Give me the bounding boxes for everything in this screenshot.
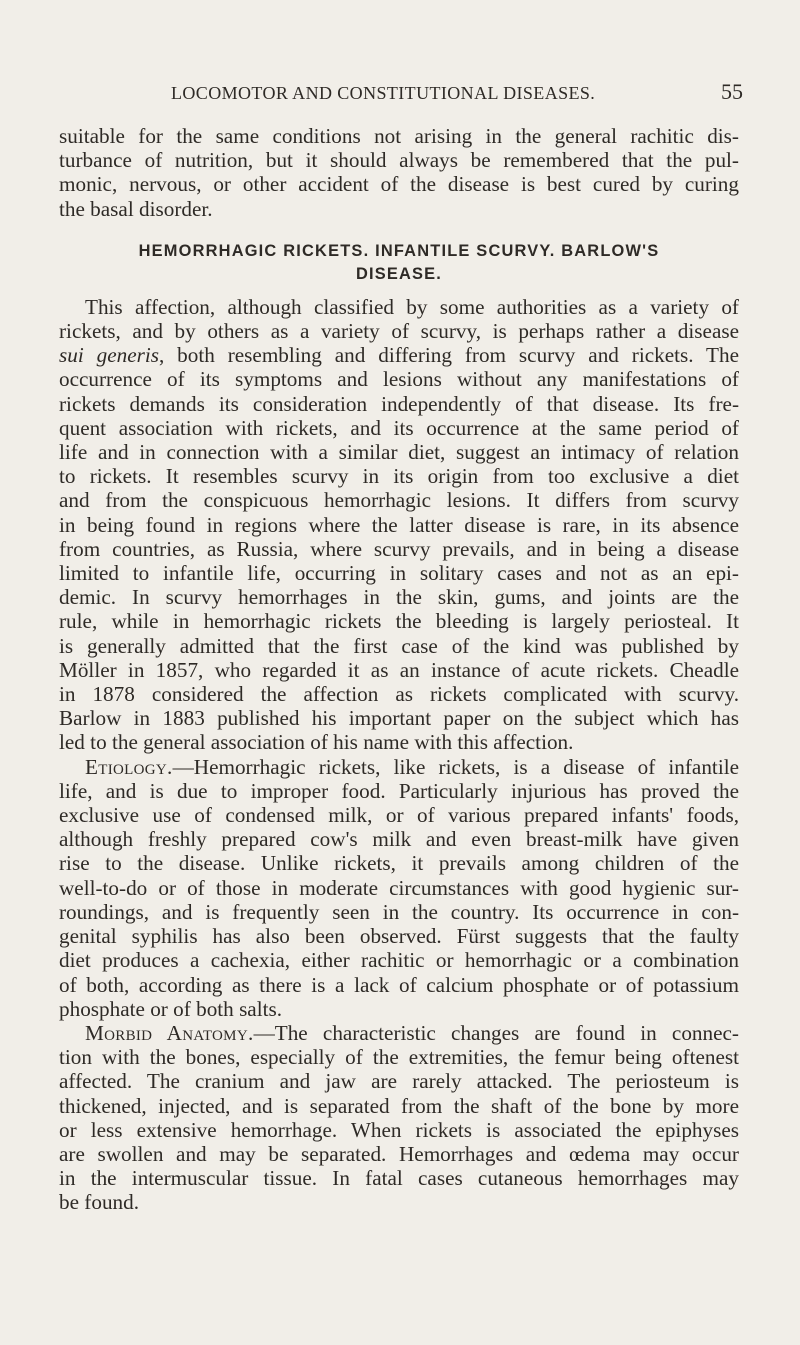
- paragraph-morbid-anatomy: [59, 1021, 739, 1215]
- running-title: LOCOMOTOR AND CONSTITUTIONAL DISEASES.: [171, 83, 596, 103]
- text-line: in 1878 considered the affection as rickets complicated with scurvy.: [59, 682, 739, 707]
- text-line: [59, 755, 739, 779]
- text-line: monic, nervous, or other accident of the disease is best cured by curing: [59, 172, 739, 197]
- text-line: thickened, injected, and is separated from the shaft of the bone by more: [59, 1093, 739, 1118]
- section-heading-line: DISEASE.: [355, 264, 443, 283]
- text-fragment: —Hemorrhagic rickets, like rickets, is a disease of infantile: [172, 754, 739, 779]
- intro-paragraph: [59, 124, 739, 221]
- text-line: rickets demands its consideration independently of that disease. Its fre-: [59, 391, 739, 416]
- text-line: roundings, and is frequently seen in the country. Its occurrence in con-: [59, 899, 739, 924]
- text-line: from countries, as Russia, where scurvy prevails, and in being a disease: [59, 536, 739, 561]
- latin-term: sui generis: [59, 343, 159, 368]
- text-line: rise to the disease. Unlike rickets, it prevails among children of the: [59, 851, 739, 876]
- paragraph-description: [59, 295, 739, 755]
- text-line: phosphate or of both salts.: [59, 996, 283, 1021]
- text-line: are swollen and may be separated. Hemorrhages and œdema may occur: [59, 1141, 739, 1166]
- text-line: genital syphilis has also been observed. Fürst suggests that the faulty: [59, 924, 739, 949]
- text-line: Möller in 1857, who regarded it as an instance of acute rickets. Cheadle: [59, 657, 739, 682]
- text-line: diet produces a cachexia, either rachitic or hemorrhagic or a combination: [59, 948, 739, 973]
- text-line: turbance of nutrition, but it should always be remembered that the pul-: [59, 148, 739, 173]
- text-line: tion with the bones, especially of the extremities, the femur being oftenest: [59, 1045, 739, 1070]
- text-line: [59, 1021, 739, 1045]
- text-line: quent association with rickets, and its occurrence at the same period of: [59, 415, 739, 440]
- text-line: in being found in regions where the latter disease is rare, in its absence: [59, 512, 739, 537]
- text-line: in the intermuscular tissue. In fatal cases cutaneous hemorrhages may: [59, 1166, 739, 1191]
- text-fragment: —The characteristic changes are found in connec-: [253, 1020, 739, 1045]
- text-line: or less extensive hemorrhage. When rickets is associated the epiphyses: [59, 1117, 739, 1142]
- body-text: [59, 124, 739, 1215]
- page-number: 55: [721, 79, 743, 104]
- text-line: be found.: [59, 1190, 140, 1215]
- text-line: exclusive use of condensed milk, or of various prepared infants' foods,: [59, 803, 739, 828]
- etiology-heading: Etiology.: [85, 754, 173, 779]
- running-header: [0, 79, 800, 109]
- text-line: demic. In scurvy hemorrhages in the skin, gums, and joints are the: [59, 585, 739, 610]
- text-line: limited to infantile life, occurring in solitary cases and not as an epi-: [59, 561, 739, 586]
- text-line: rickets, and by others as a variety of scurvy, is perhaps rather a disease: [59, 319, 739, 344]
- morbid-anatomy-heading: Morbid Anatomy.: [85, 1020, 254, 1045]
- paragraph-etiology: [59, 755, 739, 1021]
- text-fragment: , both resembling and differing from scurvy and rickets. The: [158, 343, 739, 368]
- section-heading: [59, 240, 739, 286]
- text-line: of both, according as there is a lack of calcium phosphate or of potassium: [59, 972, 739, 997]
- text-line: is generally admitted that the first case of the kind was published by: [59, 633, 739, 658]
- text-line: occurrence of its symptoms and lesions without any manifestations of: [59, 367, 739, 392]
- text-line: although freshly prepared cow's milk and even breast-milk have given: [59, 827, 739, 852]
- text-line: suitable for the same conditions not arising in the general rachitic dis-: [59, 124, 739, 148]
- text-line: Barlow in 1883 published his important paper on the subject which has: [59, 706, 739, 731]
- text-line: This affection, although classified by some authorities as a variety of: [85, 294, 739, 319]
- text-line: life and in connection with a similar diet, suggest an intimacy of relation: [59, 440, 739, 465]
- text-line: life, and is due to improper food. Particularly injurious has proved the: [59, 778, 739, 803]
- text-line: and from the conspicuous hemorrhagic lesions. It differs from scurvy: [59, 488, 739, 513]
- text-line: the basal disorder.: [59, 196, 213, 221]
- text-line: [59, 343, 739, 367]
- text-line: affected. The cranium and jaw are rarely attacked. The periosteum is: [59, 1069, 739, 1094]
- text-line: well-to-do or of those in moderate circumstances with good hygienic sur-: [59, 875, 739, 900]
- section-heading-line: HEMORRHAGIC RICKETS. INFANTILE SCURVY. BARLOW'S: [138, 241, 660, 260]
- text-line: rule, while in hemorrhagic rickets the bleeding is largely periosteal. It: [59, 609, 739, 634]
- text-line: to rickets. It resembles scurvy in its origin from too exclusive a diet: [59, 464, 739, 489]
- text-line: led to the general association of his name with this affection.: [59, 730, 574, 755]
